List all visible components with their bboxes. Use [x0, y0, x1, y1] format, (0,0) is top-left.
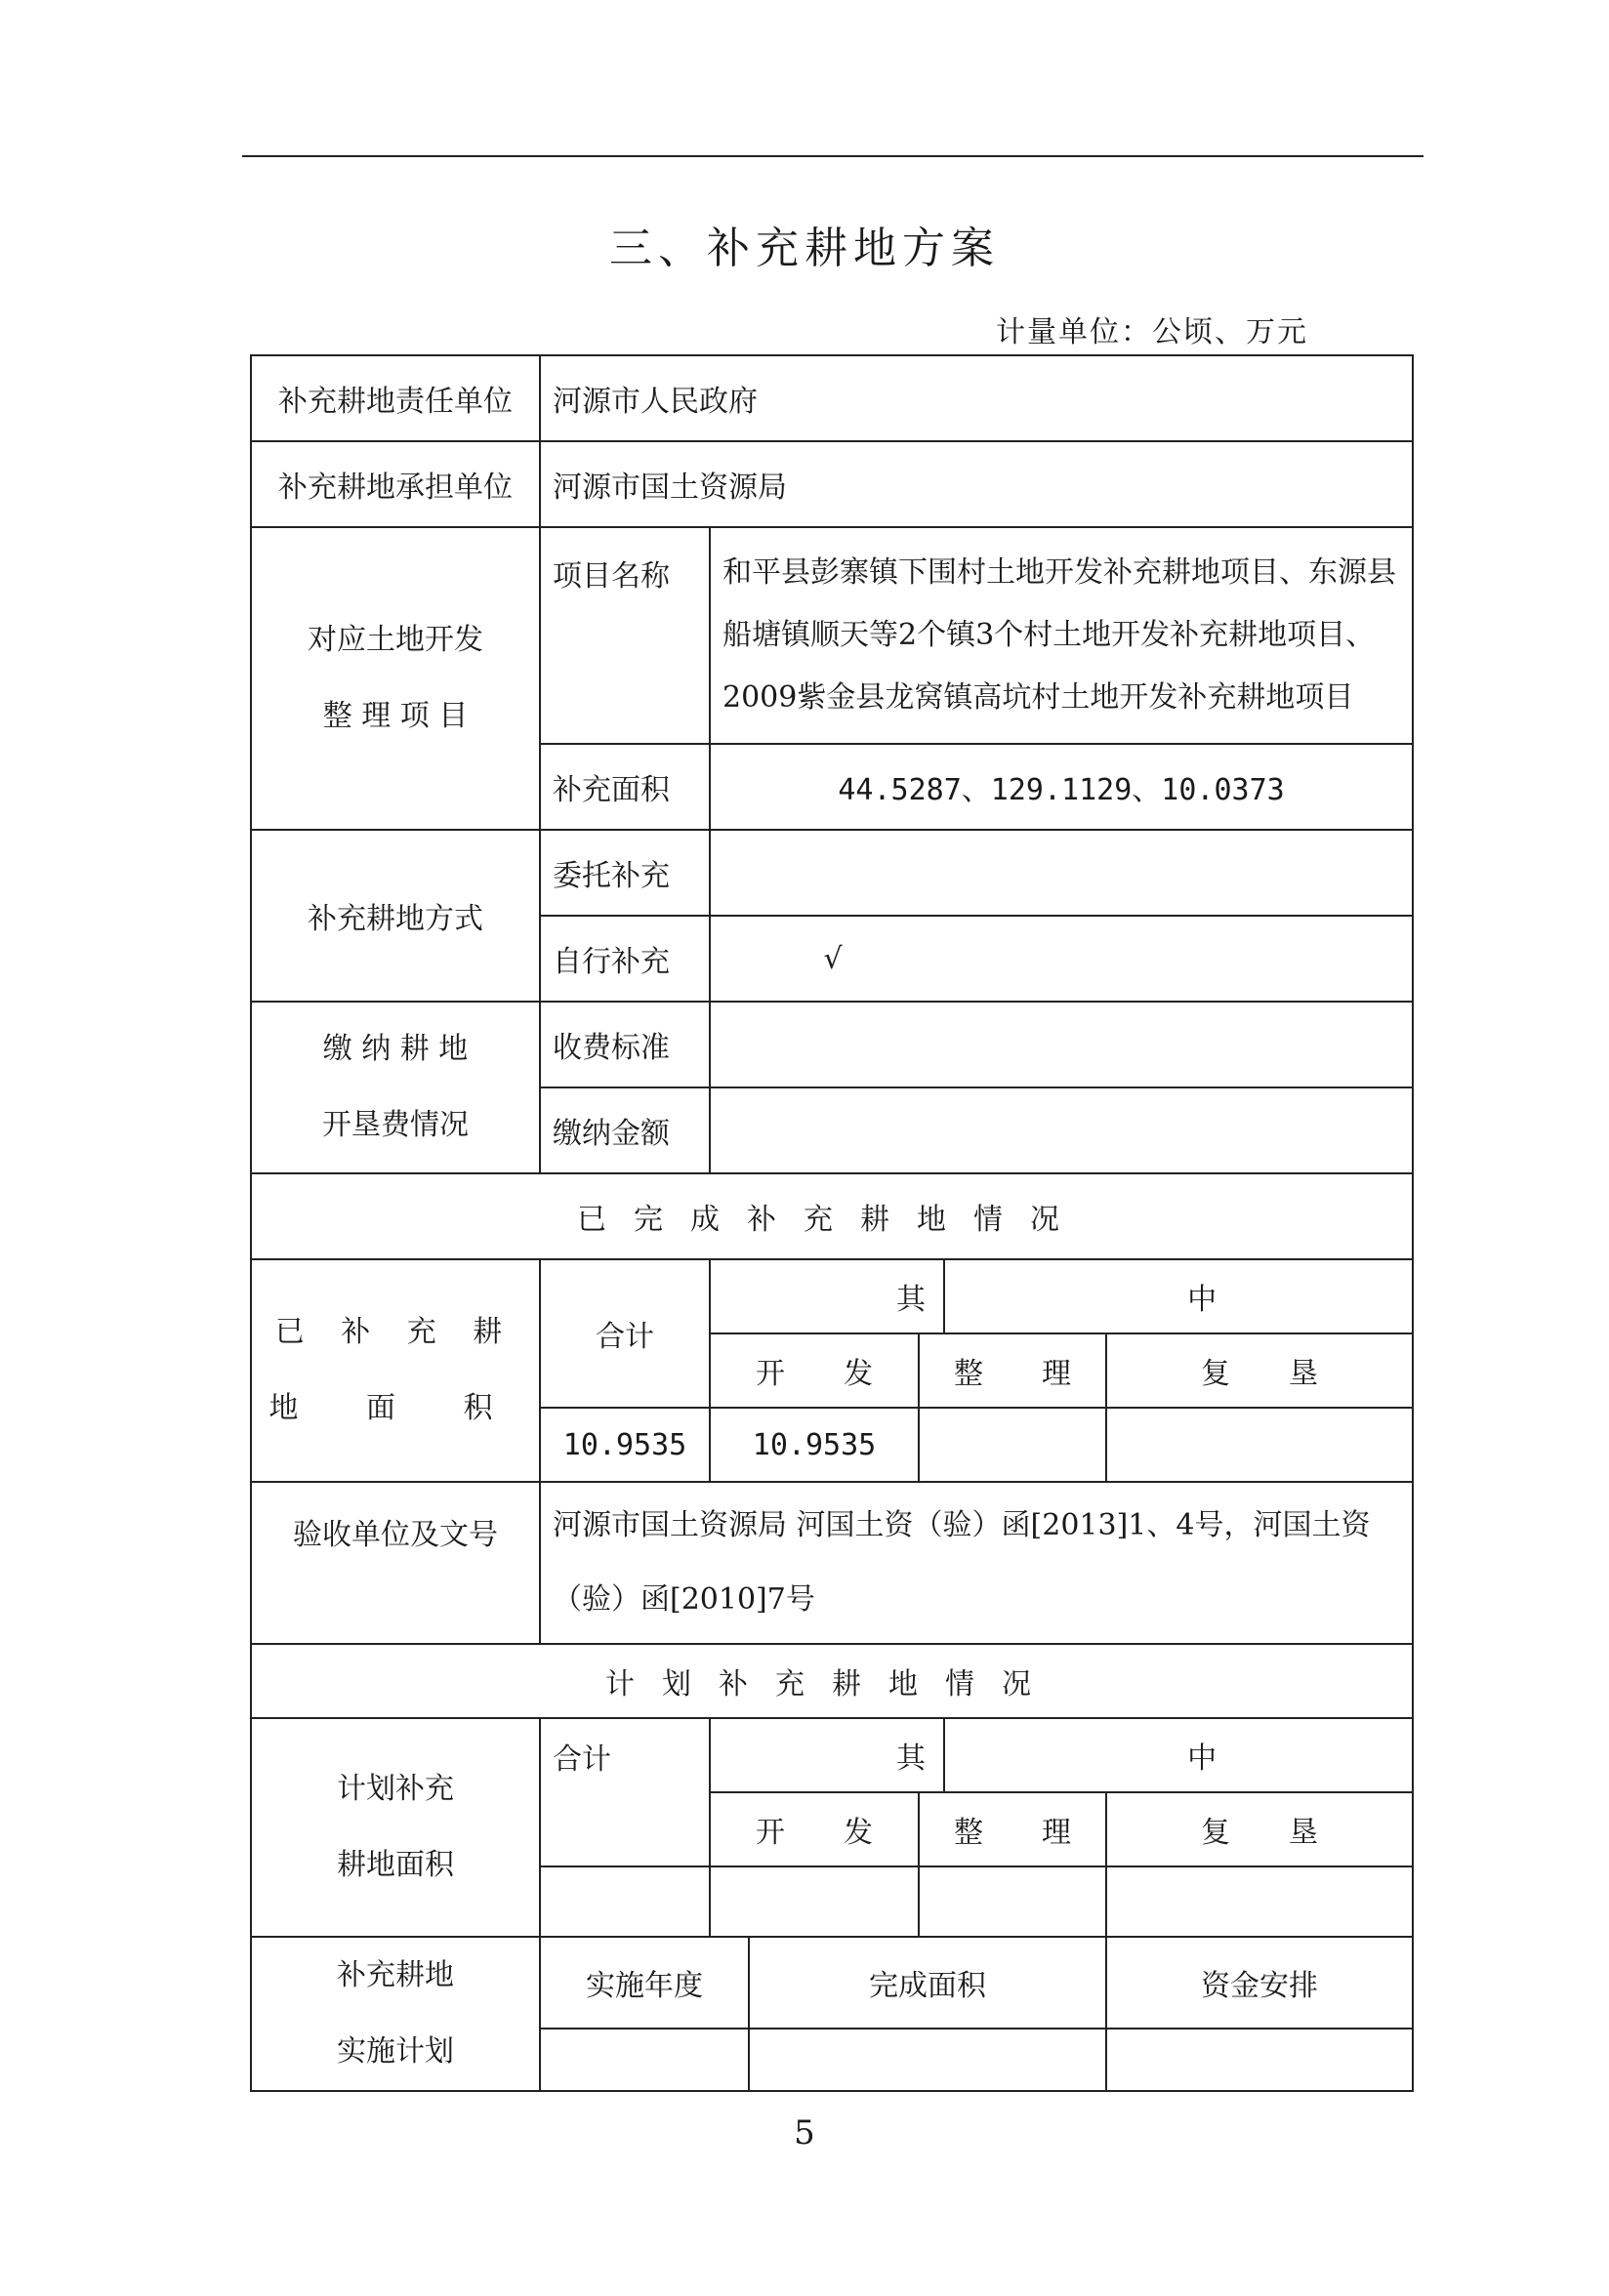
unit-note: 计量单位：公顷、万元 — [996, 315, 1308, 349]
completed-dev-value: 10.9535 — [710, 1408, 919, 1482]
undertaking-value: 河源市国土资源局 — [540, 441, 1413, 527]
acceptance-value: 河源市国土资源局 河国土资（验）函[2013]1、4号，河国土资（验）函[2010]7号 — [540, 1482, 1413, 1644]
fund-label: 资金安排 — [1106, 1937, 1413, 2029]
project-name-label: 项目名称 — [540, 527, 710, 744]
fee-standard-value — [710, 1002, 1413, 1087]
completed-area-label-line1: 已 补 充 耕 — [274, 1315, 516, 1349]
planned-area-label-line2: 耕地面积 — [337, 1848, 454, 1882]
project-group-label — [251, 527, 540, 830]
fund-value — [1106, 2029, 1413, 2091]
planned-total-value — [540, 1866, 710, 1937]
row-completed-header — [251, 1173, 1413, 1259]
completed-among-a: 其 — [710, 1259, 944, 1333]
planned-area-label — [251, 1718, 540, 1937]
completed-dev-label: 开 发 — [710, 1333, 919, 1408]
completed-arrange-value — [919, 1408, 1106, 1482]
plan-label-line2: 实施计划 — [337, 2034, 454, 2069]
planned-reclaim-label: 复 垦 — [1106, 1792, 1413, 1866]
responsible-value: 河源市人民政府 — [540, 355, 1413, 441]
page-title: 三、补充耕地方案 — [609, 224, 1000, 273]
fee-label-line1: 缴 纳 耕 地 — [322, 1032, 469, 1066]
acceptance-label: 验收单位及文号 — [251, 1482, 540, 1644]
completed-arrange-label: 整 理 — [919, 1333, 1106, 1408]
plan-label-line1: 补充耕地 — [337, 1958, 454, 1992]
farmland-plan-table — [250, 354, 1414, 2092]
done-area-value — [749, 2029, 1106, 2091]
row-plan-header — [251, 1937, 1413, 2029]
completed-section-title: 已完成补充耕地情况 — [251, 1173, 1413, 1259]
fee-standard-label: 收费标准 — [540, 1002, 710, 1087]
planned-arrange-value — [919, 1866, 1106, 1937]
method-label: 补充耕地方式 — [251, 830, 540, 1002]
fee-label — [251, 1002, 540, 1173]
self-label: 自行补充 — [540, 916, 710, 1002]
row-entrusted — [251, 830, 1413, 916]
row-acceptance — [251, 1482, 1413, 1644]
fee-amount-label: 缴纳金额 — [540, 1087, 710, 1173]
planned-area-label-line1: 计划补充 — [337, 1772, 454, 1806]
completed-among-b: 中 — [944, 1259, 1413, 1333]
completed-area-label — [251, 1259, 540, 1482]
year-label: 实施年度 — [540, 1937, 749, 2029]
area-value: 44.5287、129.1129、10.0373 — [710, 744, 1413, 830]
planned-arrange-label: 整 理 — [919, 1792, 1106, 1866]
planned-total-label: 合计 — [540, 1718, 710, 1866]
planned-reclaim-value — [1106, 1866, 1413, 1937]
completed-reclaim-value — [1106, 1408, 1413, 1482]
area-label: 补充面积 — [540, 744, 710, 830]
planned-among-a: 其 — [710, 1718, 944, 1792]
completed-total-label: 合计 — [540, 1259, 710, 1408]
page-number: 5 — [794, 2113, 815, 2152]
entrusted-value — [710, 830, 1413, 916]
project-name-value: 和平县彭寨镇下围村土地开发补充耕地项目、东源县船塘镇顺天等2个镇3个村土地开发补充耕地项目、2009紫金县龙窝镇高坑村土地开发补充耕地项目 — [710, 527, 1413, 744]
plan-label — [251, 1937, 540, 2091]
row-project-name — [251, 527, 1413, 744]
responsible-label: 补充耕地责任单位 — [251, 355, 540, 441]
project-group-label-line1: 对应土地开发 — [308, 623, 483, 657]
project-group-label-line2: 整 理 项 目 — [322, 699, 469, 733]
header-rule — [242, 155, 1423, 157]
fee-label-line2: 开垦费情况 — [322, 1108, 469, 1142]
done-area-label: 完成面积 — [749, 1937, 1106, 2029]
row-undertaking — [251, 441, 1413, 527]
fee-amount-value — [710, 1087, 1413, 1173]
entrusted-label: 委托补充 — [540, 830, 710, 916]
row-completed-among — [251, 1259, 1413, 1333]
undertaking-label: 补充耕地承担单位 — [251, 441, 540, 527]
completed-total-value: 10.9535 — [540, 1408, 710, 1482]
completed-area-label-line2: 地 面 积 — [268, 1391, 522, 1425]
planned-dev-value — [710, 1866, 919, 1937]
year-value — [540, 2029, 749, 2091]
row-responsible — [251, 355, 1413, 441]
row-planned-header — [251, 1644, 1413, 1718]
planned-dev-label: 开 发 — [710, 1792, 919, 1866]
row-fee-standard — [251, 1002, 1413, 1087]
row-planned-among — [251, 1718, 1413, 1792]
planned-among-b: 中 — [944, 1718, 1413, 1792]
self-checkmark: √ — [710, 916, 1413, 1002]
completed-reclaim-label: 复 垦 — [1106, 1333, 1413, 1408]
planned-section-title: 计划补充耕地情况 — [251, 1644, 1413, 1718]
